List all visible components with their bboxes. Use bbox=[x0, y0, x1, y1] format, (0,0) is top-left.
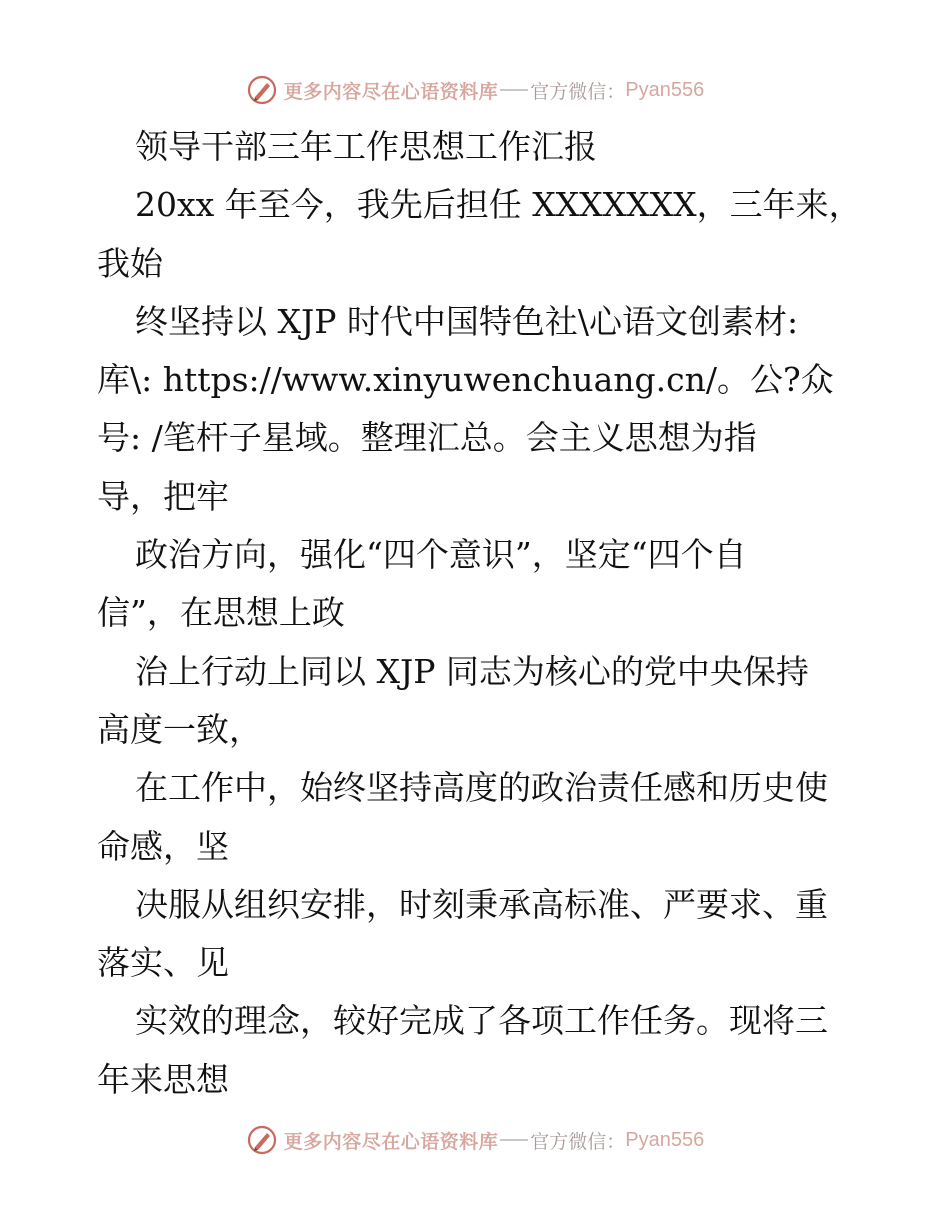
document-body bbox=[97, 118, 867, 1109]
paragraph-line: 政治方向，强化“四个意识”，坚定“四个自 bbox=[135, 535, 747, 575]
banner-dash bbox=[500, 89, 528, 91]
paragraph-line: 决服从组织安排，时刻秉承高标准、严要求、重 bbox=[135, 884, 828, 924]
paragraph-line: 高度一致， bbox=[97, 709, 262, 749]
paragraph-line: 我始 bbox=[97, 243, 163, 283]
banner-promo-text: 更多内容尽在心语资料库 bbox=[283, 80, 499, 103]
pen-logo-icon bbox=[246, 1124, 278, 1156]
paragraph-line: 信”，在思想上政 bbox=[97, 593, 345, 633]
banner-wechat-id: Pyan556 bbox=[625, 1128, 705, 1151]
banner-wechat-label: 官方微信： bbox=[530, 80, 626, 103]
paragraph-line: 20xx 年至今，我先后担任 XXXXXXX，三年来， bbox=[135, 185, 862, 225]
paragraph-line: 终坚持以 XJP 时代中国特色社\心语文创素材: bbox=[135, 301, 799, 341]
pen-logo-icon bbox=[246, 74, 278, 106]
banner-dash bbox=[500, 1139, 528, 1141]
banner-wechat-label: 官方微信： bbox=[530, 1130, 626, 1153]
document-title: 领导干部三年工作思想工作汇报 bbox=[135, 127, 597, 166]
banner-promo-text: 更多内容尽在心语资料库 bbox=[283, 1130, 499, 1153]
paragraph-line: 导，把牢 bbox=[97, 476, 229, 516]
paragraph-line: 命感，坚 bbox=[97, 826, 229, 866]
paragraph-line: 实效的理念，较好完成了各项工作任务。现将三 bbox=[135, 1001, 828, 1041]
paragraph-line: 年来思想 bbox=[97, 1059, 229, 1099]
paragraph-line: 在工作中，始终坚持高度的政治责任感和历史使 bbox=[135, 768, 828, 808]
footer-watermark-banner bbox=[0, 1120, 950, 1160]
header-watermark-banner bbox=[0, 70, 950, 110]
paragraph-line: 号: /笔杆子星域。整理汇总。会主义思想为指 bbox=[97, 418, 757, 458]
paragraph-line: 治上行动上同以 XJP 同志为核心的党中央保持 bbox=[135, 651, 809, 691]
paragraph-line: 落实、见 bbox=[97, 943, 229, 983]
paragraph-line: 库\: https://www.xinyuwenchuang.cn/。公?众 bbox=[97, 360, 834, 400]
banner-wechat-id: Pyan556 bbox=[625, 78, 705, 101]
